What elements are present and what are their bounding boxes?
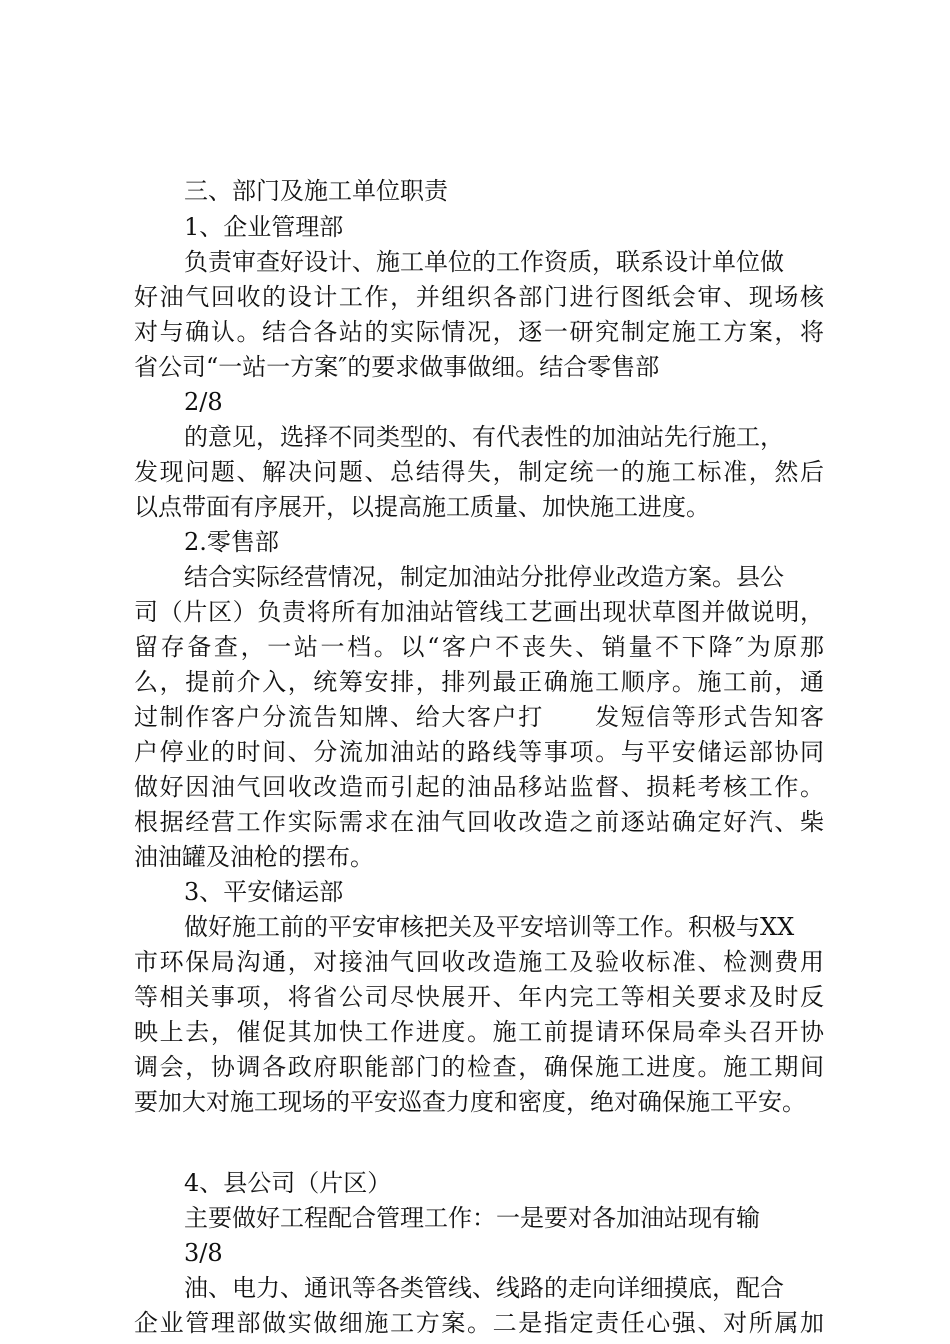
paragraph-line: 主要做好工程配合管理工作：一是要对各加油站现有输 bbox=[184, 1204, 760, 1232]
paragraph-line: 户停业的时间、分流加油站的路线等事项。与平安储运部协同 bbox=[134, 738, 824, 766]
paragraph-line: 做好施工前的平安审核把关及平安培训等工作。积极与XX bbox=[184, 913, 795, 941]
paragraph-line: 企业管理部做实做细施工方案。二是指定责任心强、对所属加 bbox=[134, 1309, 824, 1337]
paragraph-line: 结合实际经营情况，制定加油站分批停业改造方案。县公 bbox=[184, 563, 784, 591]
paragraph-line: 过制作客户分流告知牌、给大客户打 发短信等形式告知客 bbox=[134, 703, 824, 731]
paragraph-line: 市环保局沟通，对接油气回收改造施工及验收标准、检测费用 bbox=[134, 948, 824, 976]
section-heading-responsibilities: 三、部门及施工单位职责 bbox=[184, 177, 448, 205]
paragraph-line: 油油罐及油枪的摆布。 bbox=[134, 843, 374, 871]
paragraph-line: 好油气回收的设计工作，并组织各部门进行图纸会审、现场核 bbox=[134, 283, 824, 311]
paragraph-line: 映上去，催促其加快工作进度。施工前提请环保局牵头召开协 bbox=[134, 1018, 824, 1046]
paragraph-line: 以点带面有序展开，以提高施工质量、加快施工进度。 bbox=[134, 493, 710, 521]
page-marker: 3/8 bbox=[184, 1239, 223, 1267]
paragraph-line: 发现问题、解决问题、总结得失，制定统一的施工标准，然后 bbox=[134, 458, 824, 486]
paragraph-line: 根据经营工作实际需求在油气回收改造之前逐站确定好汽、柴 bbox=[134, 808, 824, 836]
paragraph-line: 司（片区）负责将所有加油站管线工艺画出现状草图并做说明， bbox=[134, 598, 824, 626]
paragraph-line: 么，提前介入，统筹安排，排列最正确施工顺序。施工前，通 bbox=[134, 668, 824, 696]
subsection-heading-county-company: 4、县公司（片区） bbox=[184, 1169, 392, 1197]
subsection-heading-enterprise-management: 1、企业管理部 bbox=[184, 213, 344, 241]
page-marker: 2/8 bbox=[184, 388, 223, 416]
paragraph-line: 油、电力、通讯等各类管线、线路的走向详细摸底，配合 bbox=[184, 1274, 784, 1302]
subsection-heading-safety-storage: 3、平安储运部 bbox=[184, 878, 344, 906]
paragraph-line: 的意见，选择不同类型的、有代表性的加油站先行施工， bbox=[184, 423, 784, 451]
paragraph-line: 负责审查好设计、施工单位的工作资质，联系设计单位做 bbox=[184, 248, 784, 276]
subsection-heading-retail-department: 2.零售部 bbox=[184, 528, 279, 556]
paragraph-line: 调会，协调各政府职能部门的检查，确保施工进度。施工期间 bbox=[134, 1053, 824, 1081]
paragraph-line: 要加大对施工现场的平安巡查力度和密度，绝对确保施工平安。 bbox=[134, 1088, 806, 1116]
paragraph-line: 对与确认。结合各站的实际情况，逐一研究制定施工方案，将 bbox=[134, 318, 824, 346]
paragraph-line: 省公司“一站一方案″的要求做事做细。结合零售部 bbox=[134, 353, 660, 381]
paragraph-line: 等相关事项，将省公司尽快展开、年内完工等相关要求及时反 bbox=[134, 983, 824, 1011]
paragraph-line: 做好因油气回收改造而引起的油品移站监督、损耗考核工作。 bbox=[134, 773, 824, 801]
paragraph-line: 留存备查，一站一档。以“客户不丧失、销量不下降″为原那 bbox=[134, 633, 824, 661]
